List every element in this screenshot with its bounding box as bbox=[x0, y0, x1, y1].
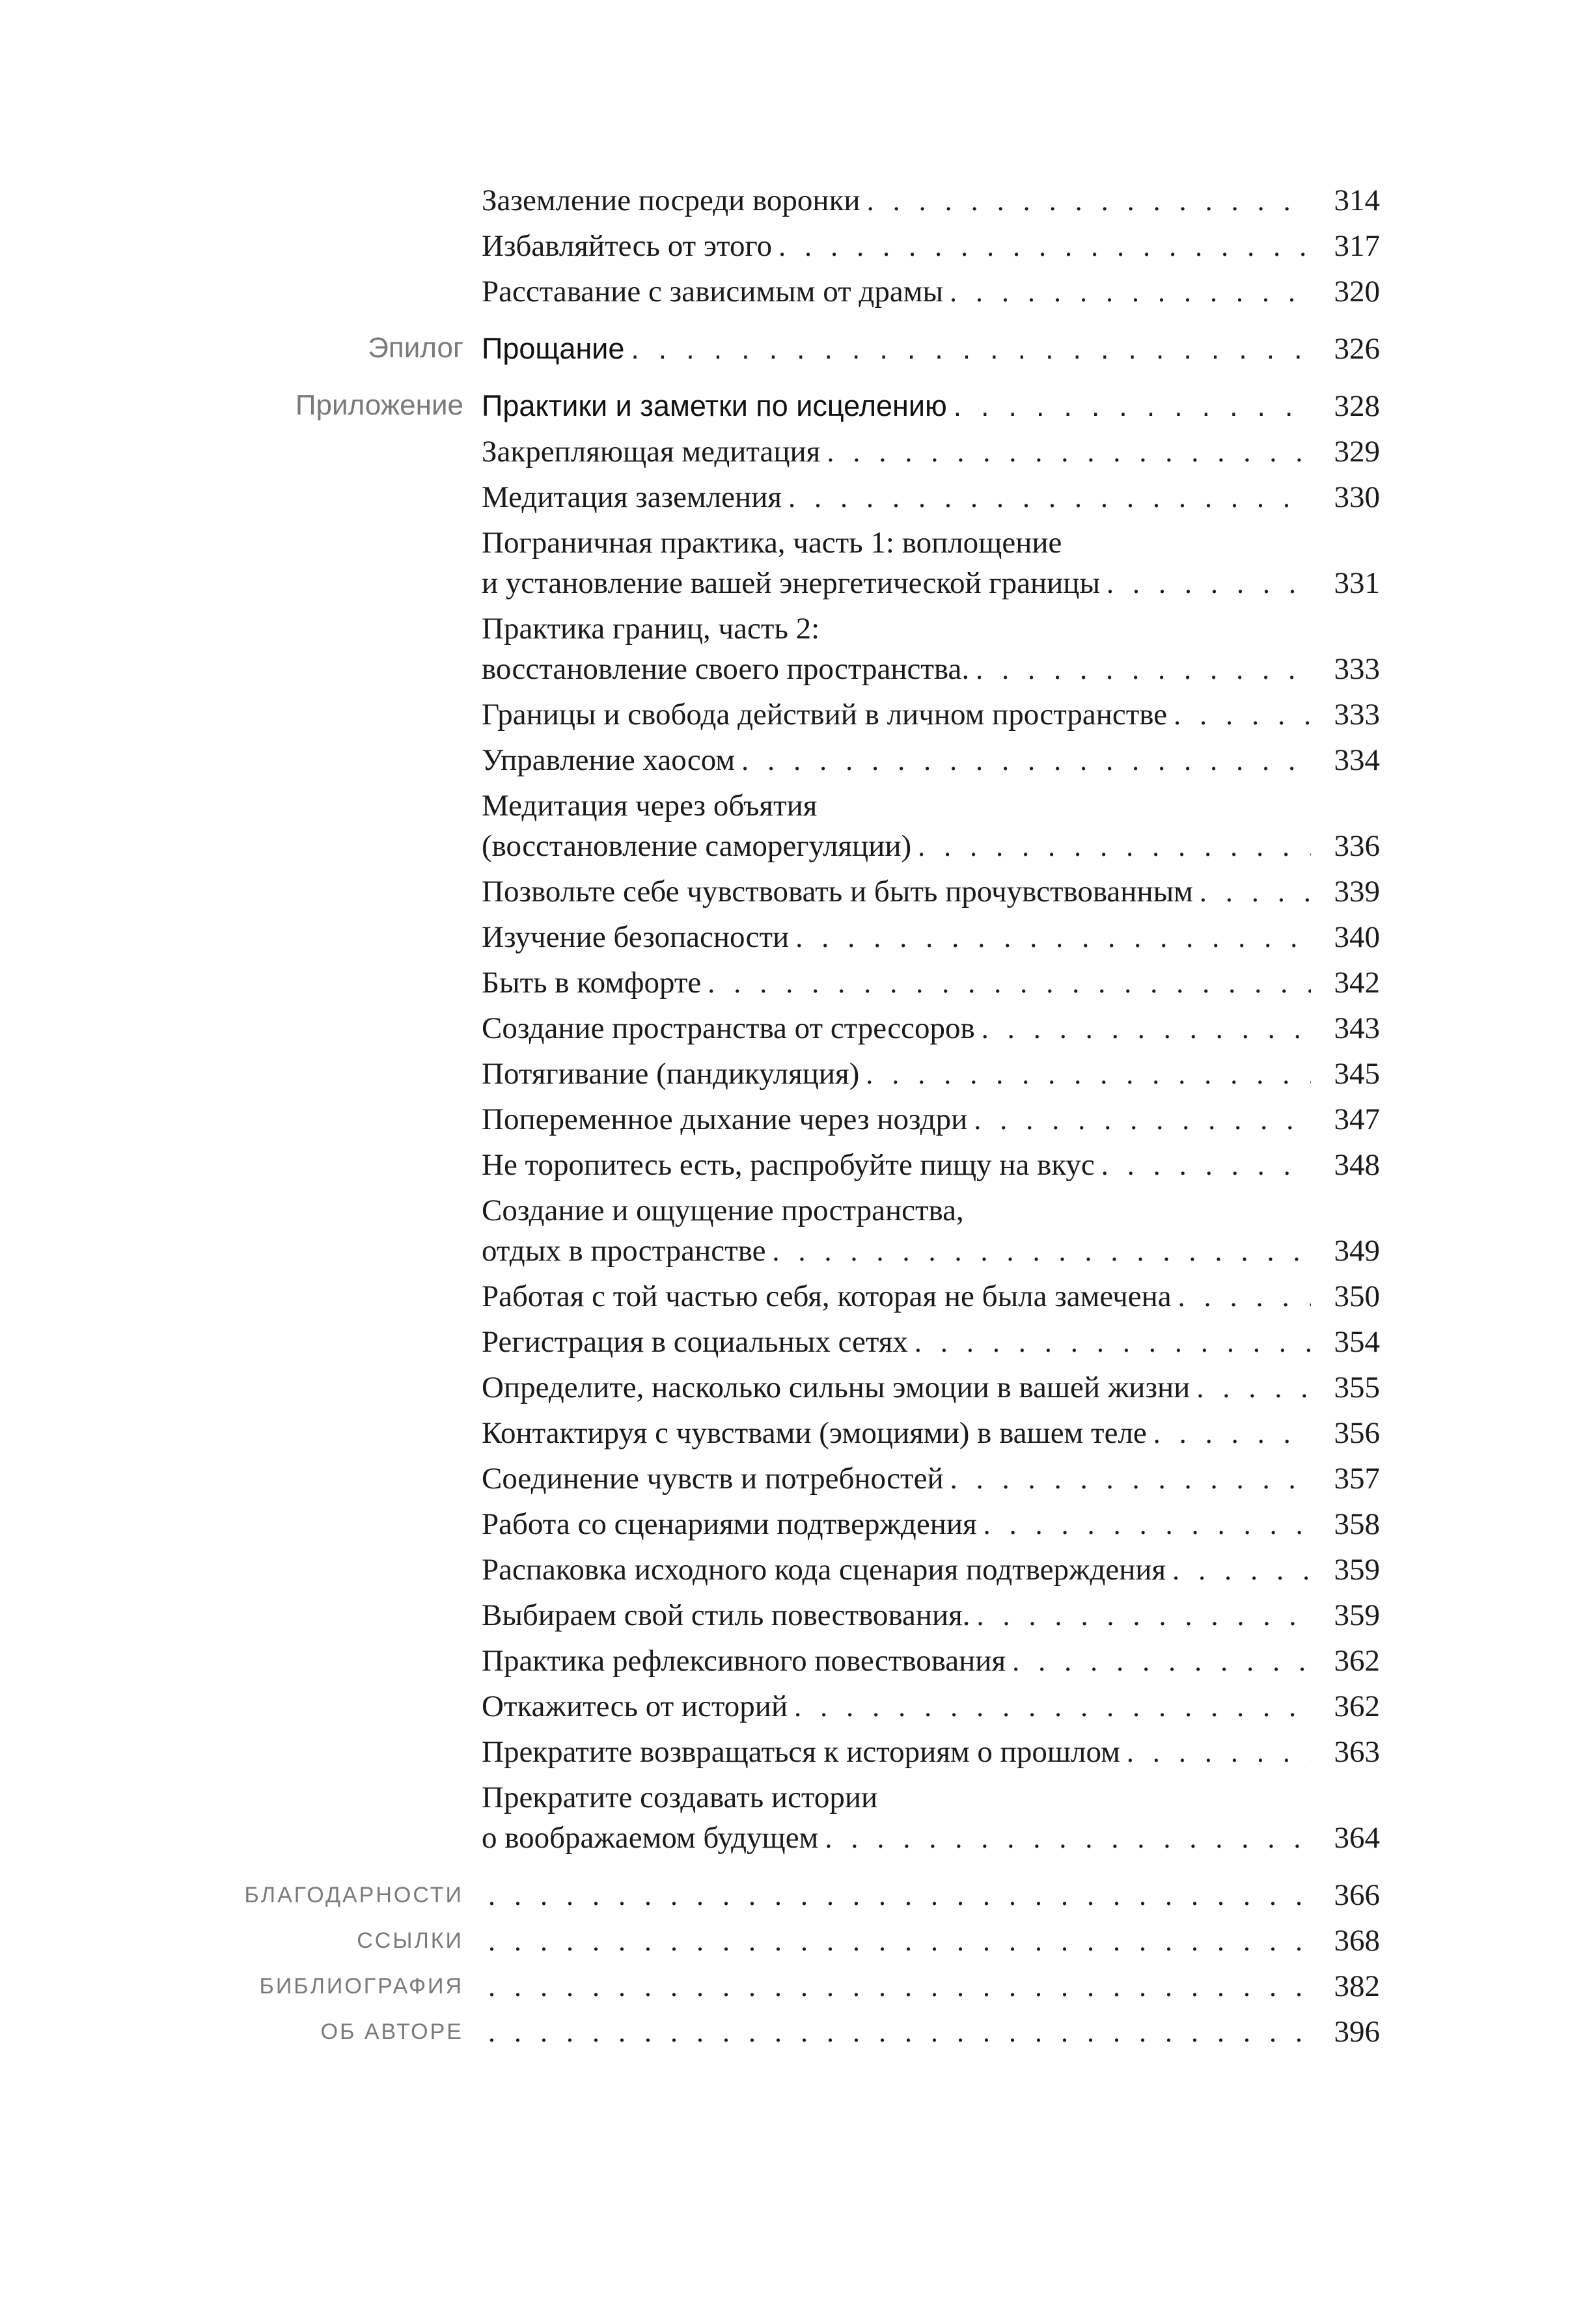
page-number: 330 bbox=[1334, 480, 1380, 514]
page-number: 347 bbox=[1334, 1102, 1380, 1136]
entry-title: Практики и заметки по исцелению bbox=[482, 389, 947, 422]
page-number: 326 bbox=[1334, 332, 1380, 366]
toc-entry[interactable] bbox=[0, 1682, 1583, 1727]
entry-title: восстановление своего пространства. bbox=[482, 652, 970, 686]
dot-leader bbox=[1174, 695, 1311, 735]
entry-title: Границы и свобода действий в личном пространстве bbox=[482, 698, 1168, 731]
page-number: 362 bbox=[1334, 1644, 1380, 1678]
page-number: 333 bbox=[1334, 652, 1380, 686]
dot-leader bbox=[915, 1322, 1311, 1363]
toc-entry[interactable] bbox=[0, 781, 1583, 867]
dot-leader bbox=[794, 1687, 1311, 1727]
entry-title: Регистрация в социальных сетях bbox=[482, 1325, 908, 1359]
dot-leader bbox=[1101, 1145, 1311, 1186]
entry-title: Определите, насколько сильны эмоции в вашей жизни bbox=[482, 1371, 1191, 1404]
toc-entry[interactable] bbox=[0, 472, 1583, 518]
dot-leader bbox=[1127, 1732, 1311, 1773]
entry-title: и установление вашей энергетической границы bbox=[482, 566, 1101, 600]
dot-leader bbox=[488, 1921, 1311, 1962]
toc-entry[interactable] bbox=[0, 1454, 1583, 1499]
dot-leader bbox=[976, 649, 1311, 690]
page-number: 358 bbox=[1334, 1507, 1380, 1541]
toc-section-bibliography[interactable] bbox=[0, 1962, 1583, 2007]
page-number: 359 bbox=[1334, 1598, 1380, 1632]
page-number: 343 bbox=[1334, 1011, 1380, 1045]
dot-leader bbox=[708, 963, 1311, 1004]
toc-entry[interactable] bbox=[0, 604, 1583, 690]
dot-leader bbox=[827, 432, 1311, 472]
toc-entry[interactable] bbox=[0, 1727, 1583, 1773]
page-number: 362 bbox=[1334, 1689, 1380, 1723]
entry-title: отдых в пространстве bbox=[482, 1234, 766, 1268]
page-number: 320 bbox=[1334, 275, 1380, 308]
section-label: Приложение bbox=[295, 389, 463, 421]
dot-leader bbox=[974, 1100, 1311, 1140]
dot-leader bbox=[488, 2012, 1311, 2053]
toc-entry[interactable] bbox=[0, 518, 1583, 604]
dot-leader bbox=[825, 1818, 1311, 1859]
entry-title: Выбираем свой стиль повествования. bbox=[482, 1598, 970, 1632]
page-number: 396 bbox=[1334, 2015, 1380, 2049]
entry-title-line1: Прекратите создавать истории bbox=[482, 1781, 878, 1814]
toc-entry[interactable] bbox=[0, 1095, 1583, 1140]
toc-section-appendix[interactable] bbox=[0, 381, 1583, 427]
entry-title-line1: Пограничная практика, часть 1: воплощение bbox=[482, 526, 1062, 560]
page-number: 350 bbox=[1334, 1279, 1380, 1313]
dot-leader bbox=[1153, 1414, 1311, 1454]
entry-title: Управление хаосом bbox=[482, 743, 736, 777]
dot-leader bbox=[488, 1876, 1311, 1916]
dot-leader bbox=[1200, 872, 1311, 912]
dot-leader bbox=[867, 181, 1311, 221]
toc-entry[interactable] bbox=[0, 1186, 1583, 1272]
page-number: 356 bbox=[1334, 1416, 1380, 1450]
page-number: 317 bbox=[1334, 229, 1380, 263]
dot-leader bbox=[1012, 1641, 1311, 1682]
entry-title-line1: Создание и ощущение пространства, bbox=[482, 1194, 964, 1227]
toc-entry[interactable] bbox=[0, 1545, 1583, 1591]
page-number: 355 bbox=[1334, 1371, 1380, 1404]
toc-entry[interactable] bbox=[0, 958, 1583, 1004]
entry-title: Прекратите возвращаться к историям о прошлом bbox=[482, 1735, 1120, 1769]
page-number: 333 bbox=[1334, 698, 1380, 731]
entry-title: (восстановление саморегуляции) bbox=[482, 829, 912, 863]
entry-title: Заземление посреди воронки bbox=[482, 184, 860, 217]
dot-leader bbox=[1178, 1277, 1311, 1317]
page-number: 364 bbox=[1334, 1821, 1380, 1855]
toc-entry[interactable] bbox=[0, 176, 1583, 221]
entry-title-line1: Практика границ, часть 2: bbox=[482, 612, 820, 646]
page-number: 348 bbox=[1334, 1148, 1380, 1182]
toc-entry[interactable] bbox=[0, 1049, 1583, 1095]
dot-leader bbox=[984, 1505, 1311, 1545]
entry-title: Быть в комфорте bbox=[482, 966, 702, 1000]
dot-leader bbox=[772, 1231, 1311, 1272]
page-number: 349 bbox=[1334, 1234, 1380, 1268]
dot-leader bbox=[950, 272, 1311, 312]
entry-title: Прощание bbox=[482, 332, 625, 365]
dot-leader bbox=[866, 1054, 1311, 1095]
toc-entry[interactable] bbox=[0, 735, 1583, 781]
page-number: 329 bbox=[1334, 435, 1380, 469]
toc-entry[interactable] bbox=[0, 221, 1583, 267]
table-of-contents bbox=[0, 176, 1583, 2053]
dot-leader bbox=[795, 918, 1311, 958]
section-label: ОБ АВТОРЕ bbox=[320, 2019, 463, 2044]
toc-entry[interactable] bbox=[0, 1317, 1583, 1363]
toc-entry[interactable] bbox=[0, 1636, 1583, 1682]
page-number: 336 bbox=[1334, 829, 1380, 863]
page-number: 345 bbox=[1334, 1057, 1380, 1091]
dot-leader bbox=[631, 329, 1311, 370]
toc-section-acknowledgements[interactable] bbox=[0, 1870, 1583, 1916]
dot-leader bbox=[1172, 1550, 1311, 1591]
section-label: БИБЛИОГРАФИЯ bbox=[259, 1974, 463, 1999]
entry-title: Работая с той частью себя, которая не была замечена bbox=[482, 1279, 1172, 1313]
page-number: 357 bbox=[1334, 1462, 1380, 1496]
toc-entry[interactable] bbox=[0, 912, 1583, 958]
entry-title: Практика рефлексивного повествования bbox=[482, 1644, 1006, 1678]
toc-entry[interactable] bbox=[0, 1773, 1583, 1859]
dot-leader bbox=[918, 827, 1311, 867]
entry-title: Соединение чувств и потребностей bbox=[482, 1462, 944, 1496]
section-label: БЛАГОДАРНОСТИ bbox=[244, 1883, 463, 1907]
entry-title: Откажитесь от историй bbox=[482, 1689, 788, 1723]
entry-title: Медитация заземления bbox=[482, 480, 782, 514]
toc-entry[interactable] bbox=[0, 1499, 1583, 1545]
dot-leader bbox=[778, 226, 1311, 267]
toc-entry[interactable] bbox=[0, 427, 1583, 472]
toc-entry[interactable] bbox=[0, 867, 1583, 912]
toc-entry[interactable] bbox=[0, 1140, 1583, 1186]
dot-leader bbox=[741, 741, 1311, 781]
entry-title: Позвольте себе чувствовать и быть прочувствованным bbox=[482, 875, 1193, 909]
page-number: 334 bbox=[1334, 743, 1380, 777]
entry-title: Изучение безопасности bbox=[482, 920, 790, 954]
page-number: 359 bbox=[1334, 1553, 1380, 1587]
entry-title: о воображаемом будущем bbox=[482, 1821, 819, 1855]
page-number: 340 bbox=[1334, 920, 1380, 954]
page-number: 339 bbox=[1334, 875, 1380, 909]
page-number: 331 bbox=[1334, 566, 1380, 600]
page-number: 366 bbox=[1334, 1878, 1380, 1912]
toc-entry[interactable] bbox=[0, 1408, 1583, 1454]
page-number: 314 bbox=[1334, 184, 1380, 217]
entry-title: Контактируя с чувствами (эмоциями) в вашем теле bbox=[482, 1416, 1147, 1450]
dot-leader bbox=[982, 1009, 1311, 1049]
page-number: 342 bbox=[1334, 966, 1380, 1000]
entry-title: Работа со сценариями подтверждения bbox=[482, 1507, 977, 1541]
dot-leader bbox=[1196, 1368, 1311, 1408]
toc-entry[interactable] bbox=[0, 690, 1583, 735]
page-number: 363 bbox=[1334, 1735, 1380, 1769]
entry-title: Избавляйтесь от этого bbox=[482, 229, 773, 263]
toc-entry[interactable] bbox=[0, 1591, 1583, 1636]
dot-leader bbox=[954, 387, 1311, 427]
entry-title: Расставание с зависимым от драмы bbox=[482, 275, 944, 308]
toc-section-references[interactable] bbox=[0, 1916, 1583, 1962]
entry-title: Не торопитесь есть, распробуйте пищу на вкус bbox=[482, 1148, 1095, 1182]
toc-entry[interactable] bbox=[0, 1363, 1583, 1408]
toc-entry[interactable] bbox=[0, 1004, 1583, 1049]
entry-title: Попеременное дыхание через ноздри bbox=[482, 1102, 968, 1136]
toc-entry[interactable] bbox=[0, 267, 1583, 312]
dot-leader bbox=[1107, 564, 1311, 604]
entry-title: Создание пространства от стрессоров bbox=[482, 1011, 975, 1045]
dot-leader bbox=[977, 1596, 1311, 1636]
entry-title: Закрепляющая медитация bbox=[482, 435, 821, 469]
dot-leader bbox=[488, 1967, 1311, 2007]
entry-title: Потягивание (пандикуляция) bbox=[482, 1057, 860, 1091]
page-number: 382 bbox=[1334, 1969, 1380, 2003]
toc-entry[interactable] bbox=[0, 1272, 1583, 1317]
toc-section-about-author[interactable] bbox=[0, 2007, 1583, 2053]
entry-title: Распаковка исходного кода сценария подтверждения bbox=[482, 1553, 1166, 1587]
toc-section-epilogue[interactable] bbox=[0, 324, 1583, 370]
page-number: 328 bbox=[1334, 389, 1380, 423]
dot-leader bbox=[788, 478, 1311, 518]
section-label: Эпилог bbox=[368, 332, 463, 364]
dot-leader bbox=[950, 1459, 1311, 1499]
page-number: 368 bbox=[1334, 1924, 1380, 1958]
page-number: 354 bbox=[1334, 1325, 1380, 1359]
section-label: ССЫЛКИ bbox=[357, 1928, 463, 1953]
entry-title-line1: Медитация через объятия bbox=[482, 789, 818, 823]
